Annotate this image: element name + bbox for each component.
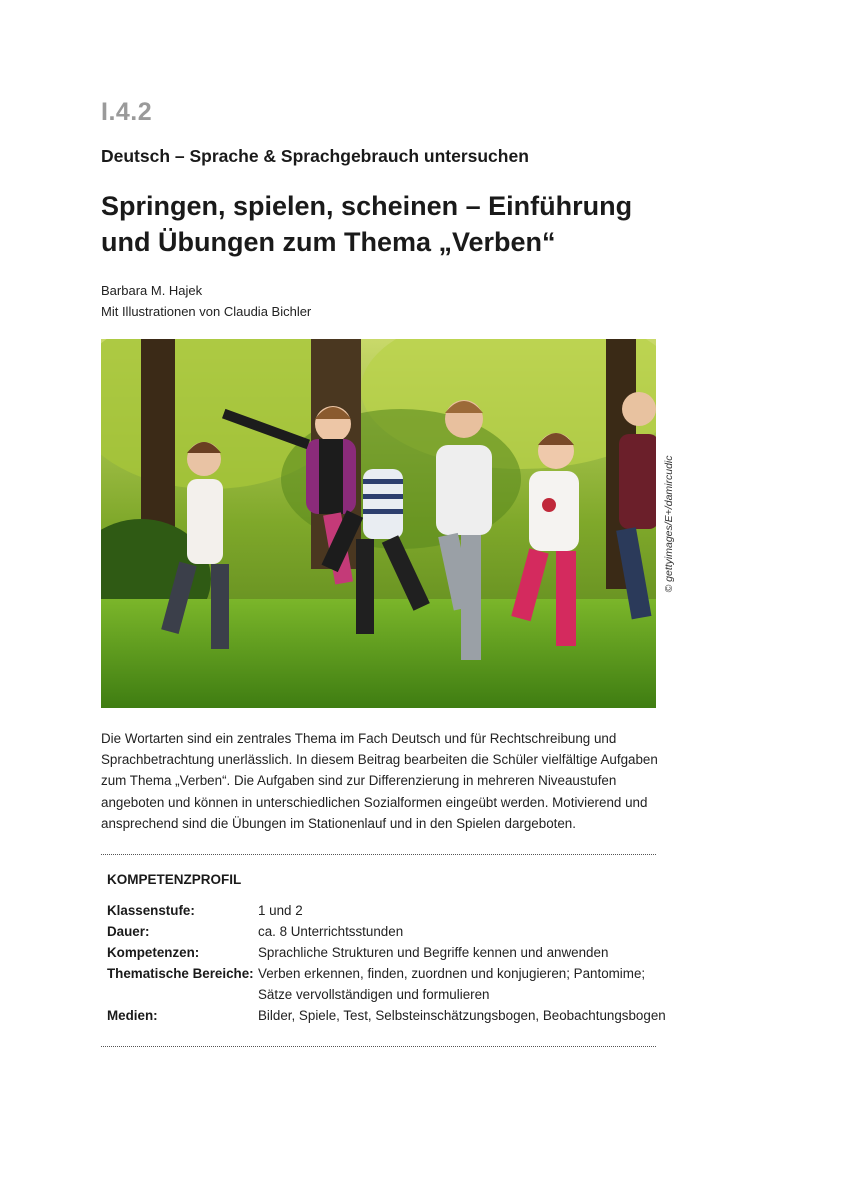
profile-value-line: ca. 8 Unterrichtsstunden [258,924,404,939]
unit-code: I.4.2 [101,98,153,126]
photo-credit-text: © gettyimages/E+/damircudic [663,454,675,593]
profile-value [258,921,667,942]
profile-value [258,963,667,1005]
profile-label: Dauer: [107,924,150,939]
children-running-photo [101,339,656,708]
profile-value-line: 1 und 2 [258,903,303,918]
divider-top [101,854,656,855]
profile-value [258,900,667,921]
profile-value-line: Verben erkennen, finden, zuordnen und konjugieren; Pantomime; [258,966,646,981]
profile-value-line: Sprachliche Strukturen und Begriffe kennen und anwenden [258,945,609,960]
profile-value-line: Bilder, Spiele, Test, Selbsteinschätzungsbogen, Beobachtungsbogen [258,1008,666,1023]
authors-block [101,280,311,322]
intro-paragraph: Die Wortarten sind ein zentrales Thema im Fach Deutsch und für Rechtschreibung und Sprachbetrachtung unerlässlich. In diesem Beitrag bearbeiten die Schüler vielfältige Aufgaben zum Thema „Verben“. Die Aufgaben sind zur Differenzierung in mehreren Niveaustufen angeboten und können in unterschiedlichen Sozialformen eingeübt werden. Motivierend und ansprechend sind die Übungen im Stationenlauf und in den Spielen dargeboten. [101,731,658,831]
profile-row [107,921,667,942]
photo-credit [659,339,679,708]
photo-illustration [101,339,656,708]
profile-row [107,1005,667,1026]
page-title [101,188,632,260]
profile-row [107,900,667,921]
profile-value [258,942,667,963]
title-line-1: Springen, spielen, scheinen – Einführung [101,191,633,221]
illustrator-credit: Mit Illustrationen von Claudia Bichler [101,304,312,319]
profile-row [107,963,667,1005]
profile-label: Kompetenzen: [107,945,200,960]
profile-label: Medien: [107,1008,158,1023]
profile-row [107,942,667,963]
profile-label: Thematische Bereiche: [107,966,254,981]
profile-value [258,1005,667,1026]
subject-line: Deutsch – Sprache & Sprachgebrauch untersuchen [101,146,529,166]
title-line-2: und Übungen zum Thema „Verben“ [101,227,556,257]
profile-heading: KOMPETENZPROFIL [107,872,242,887]
author-name: Barbara M. Hajek [101,283,203,298]
profile-label: Klassenstufe: [107,903,195,918]
divider-bottom [101,1046,656,1047]
profile-value-line: Sätze vervollständigen und formulieren [258,987,490,1002]
competence-profile [107,900,667,1026]
